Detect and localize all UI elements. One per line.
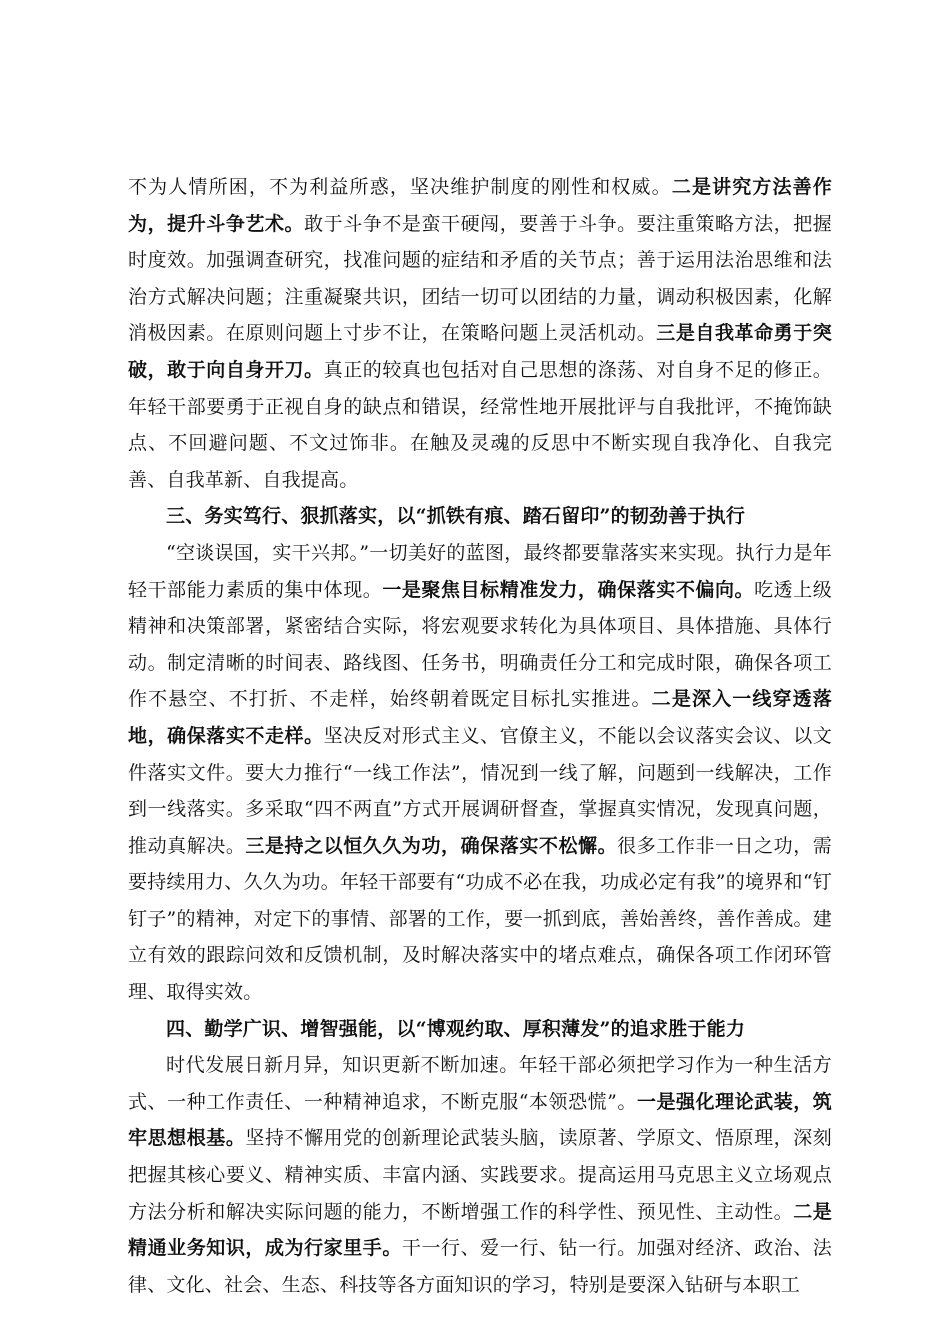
text-run: 时代发展日新月异，知识更新不断加速。年轻干部必须把学习作为一种生活方式、一种工作责任、一种精神追求，不断克服“本领恐慌”。 <box>128 1054 832 1113</box>
text-run: 敢于斗争不是蛮干硬闯，要善于斗争。要注重策略方法，把握时度效。加强调查研究，找准问题的症结和矛盾的关节点；善于运用法治思维和法治方式解决问题；注重凝聚共识，团结一切可以团结的力量，调动积极因素，化解消极因素。在原则问题上寸步不让，在策略问题上灵活机动。 <box>128 212 832 345</box>
bold-point-3: 三是持之以恒久久为功，确保落实不松懈。 <box>245 834 618 857</box>
text-run: 坚决反对形式主义、官僚主义，不能以会议落实会议、以文件落实文件。要大力推行“一线工作法”，情况到一线了解，问题到一线解决，工作到一线落实。多采取“四不两直”方式开展调研督查，掌握真实情况，发现真问题，推动真解决。 <box>128 724 832 857</box>
bold-point-2: 二是精通业务知识，成为行家里手。 <box>128 1200 832 1260</box>
heading-text: 四、勤学广识、增智强能，以“博观约取、厚积薄发”的追求胜于能力 <box>166 1017 746 1040</box>
bold-point-1: 一是聚焦目标精准发力，确保落实不偏向。 <box>382 578 755 601</box>
text-run: 吃透上级精神和决策部署，紧密结合实际，将宏观要求转化为具体项目、具体措施、具体行动。制定清晰的时间表、路线图、任务书，明确责任分工和完成时限，确保各项工作不悬空、不打折、不走样，始终朝着既定目标扎实推进。 <box>128 578 832 711</box>
section-heading-4 <box>128 1011 832 1048</box>
bold-point-3: 三是自我革命勇于突破，敢于向自身开刀。 <box>128 322 832 381</box>
text-run: 很多工作非一日之功，需要持续用力、久久为功。年轻干部要有“功成不必在我，功成必定有我”的境界和“钉钉子”的精神，对定下的事情、部署的工作，要一抓到底，善始善终，善作善成。建立有效的跟踪问效和反馈机制，及时解决落实中的堵点难点，确保各项工作闭环管理、取得实效。 <box>128 834 833 1004</box>
text-run: 不为人情所困，不为利益所惑，坚决维护制度的刚性和权威。 <box>128 176 672 198</box>
text-run: 坚持不懈用党的创新理论武装头脑，读原著、学原文、悟原理，深刻把握其核心要义、精神实质、丰富内涵、实践要求。提高运用马克思主义立场观点方法分析和解决实际问题的能力，不断增强工作的科学性、预见性、主动性。 <box>128 1127 832 1223</box>
paragraph-learning <box>128 1047 832 1303</box>
heading-text: 三、务实笃行、狠抓落实，以“抓铁有痕、踏石留印”的韧劲善于执行 <box>166 505 746 528</box>
bold-point-2: 二是讲究方法善作为，提升斗争艺术。 <box>128 176 832 235</box>
document-body <box>128 169 832 1303</box>
bold-point-1: 一是强化理论武装，筑牢思想根基。 <box>128 1090 832 1150</box>
section-heading-3 <box>128 498 832 535</box>
text-run: “空谈误国，实干兴邦。”一切美好的蓝图，最终都要靠落实来实现。执行力是年轻干部能力素质的集中体现。 <box>128 541 832 601</box>
bold-point-2: 二是深入一线穿透落地，确保落实不走样。 <box>128 688 832 747</box>
text-run: 真正的较真也包括对自己思想的涤荡、对自身不足的修正。年轻干部要勇于正视自身的缺点和错误，经常性地开展批评与自我批评，不掩饰缺点、不回避问题、不文过饰非。在触及灵魂的反思中不断实现自我净化、自我完善、自我革新、自我提高。 <box>128 358 832 491</box>
paragraph-struggle-methods <box>128 169 832 498</box>
text-run: 干一行、爱一行、钻一行。加强对经济、政治、法律、文化、社会、生态、科技等各方面知识的学习，特别是要深入钻研与本职工 <box>128 1237 832 1296</box>
paragraph-execution <box>128 535 832 1011</box>
